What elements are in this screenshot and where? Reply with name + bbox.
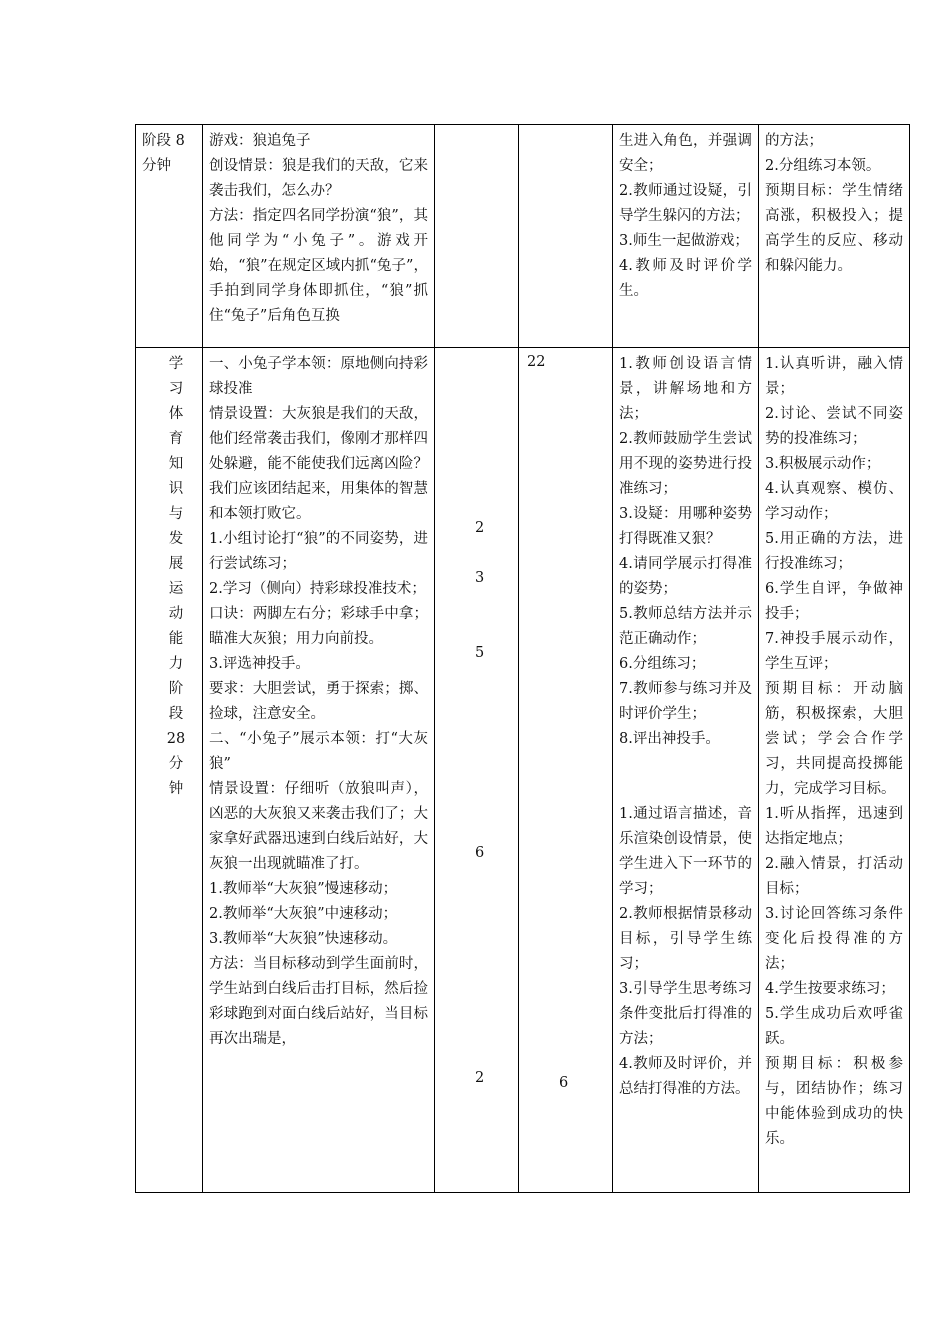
student-activity-cell <box>759 125 910 348</box>
stage-cell <box>136 348 203 1193</box>
time-cell <box>435 348 519 1193</box>
stage-char: 学 <box>168 356 184 372</box>
count-value: 6 <box>559 1075 569 1091</box>
teacher-line: 6.分组练习； <box>619 656 706 672</box>
student-line: 3.讨论回答练习条件变化后投得准的方法； <box>765 906 903 972</box>
stage-char: 展 <box>168 556 184 572</box>
content-line: 方法：当目标移动到学生面前时，学生站到白线后击打目标，然后捡彩球跑到对面白线后站好，当目标再次出瑞是， <box>209 956 428 1047</box>
content-cell <box>203 125 435 348</box>
teacher-activity-cell <box>613 125 759 348</box>
table-row <box>136 125 910 348</box>
student-line: 预期目标：学生情绪高涨，积极投入；提高学生的反应、移动和躲闪能力。 <box>765 183 903 274</box>
student-line: 预期目标：开动脑筋，积极探索，大胆尝试；学会合作学习，共同提高投掷能力，完成学习目标。 <box>765 681 903 797</box>
teacher-line: 3.引导学生思考练习条件变批后打得准的方法； <box>619 981 752 1047</box>
student-line: 5.学生成功后欢呼雀跃。 <box>765 1006 903 1047</box>
time-value: 2 <box>475 1070 485 1086</box>
teacher-line: 3.设疑：用哪种姿势打得既准又狠？ <box>619 506 752 547</box>
stage-char: 识 <box>168 481 184 497</box>
stage-char: 能 <box>168 631 184 647</box>
teacher-line: 4.教师及时评价学生。 <box>619 258 752 299</box>
student-line: 的方法； <box>765 133 823 149</box>
time-value: 6 <box>475 845 485 861</box>
stage-char: 知 <box>168 456 184 472</box>
content-line: 2.教师举“大灰狼”中速移动； <box>209 906 398 922</box>
student-line: 6.学生自评，争做神投手； <box>765 581 903 622</box>
student-line: 1.听从指挥，迅速到达指定地点； <box>765 806 903 847</box>
stage-char: 运 <box>168 581 184 597</box>
count-cell <box>519 348 613 1193</box>
stage-char: 阶 <box>168 681 184 697</box>
content-line: 二、“小兔子”展示本领：打“大灰狼” <box>209 731 428 772</box>
student-line: 2.讨论、尝试不同姿势的投准练习； <box>765 406 903 447</box>
content-line: 一、小兔子学本领：原地侧向持彩球投准 <box>209 356 428 397</box>
content-line: 3.评选神投手。 <box>209 656 310 672</box>
content-line: 2.学习（侧向）持彩球投准技术； <box>209 581 426 597</box>
stage-cell <box>136 125 203 348</box>
stage-char: 发 <box>168 531 184 547</box>
content-line: 情景设置：仔细听（放狼叫声），凶恶的大灰狼又来袭击我们了；大家拿好武器迅速到白线后站好，大灰狼一出现就瞄准了打。 <box>209 781 428 872</box>
stage-char: 体 <box>168 406 184 422</box>
stage-char: 力 <box>168 656 184 672</box>
teacher-line: 4.教师及时评价，并总结打得准的方法。 <box>619 1056 752 1097</box>
student-line: 4.学生按要求练习； <box>765 981 895 997</box>
stage-char: 28 <box>166 731 186 747</box>
content-line: 1.教师举“大灰狼”慢速移动； <box>209 881 398 897</box>
content-line: 1.小组讨论打“狼”的不同姿势，进行尝试练习； <box>209 531 428 572</box>
teacher-line: 7.教师参与练习并及时评价学生； <box>619 681 752 722</box>
student-activity-cell <box>759 348 910 1193</box>
teacher-line: 1.教师创设语言情景，讲解场地和方法； <box>619 356 752 422</box>
student-line: 4.认真观察、模仿、学习动作； <box>765 481 903 522</box>
stage-char: 段 <box>168 706 184 722</box>
stage-label: 阶段 8 分钟 <box>142 133 185 174</box>
time-value: 2 <box>475 520 485 536</box>
content-cell <box>203 348 435 1193</box>
content-line: 创设情景：狼是我们的天敌，它来袭击我们，怎么办？ <box>209 158 428 199</box>
time-value: 5 <box>475 645 485 661</box>
teacher-line: 生进入角色，并强调安全； <box>619 133 752 174</box>
teacher-line: 1.通过语言描述，音乐渲染创设情景，使学生进入下一环节的学习； <box>619 806 752 897</box>
lesson-plan-table <box>135 124 910 1193</box>
time-value: 3 <box>475 570 485 586</box>
table-row <box>136 348 910 1193</box>
teacher-line: 2.教师根据情景移动目标，引导学生练习； <box>619 906 752 972</box>
content-line: 要求：大胆尝试，勇于探索；掷、捡球，注意安全。 <box>209 681 428 722</box>
student-line: 2.融入情景，打活动目标； <box>765 856 903 897</box>
stage-char: 分 <box>168 756 184 772</box>
stage-char: 习 <box>168 381 184 397</box>
teacher-activity-cell <box>613 348 759 1193</box>
content-line: 3.教师举“大灰狼”快速移动。 <box>209 931 398 947</box>
stage-char: 动 <box>168 606 184 622</box>
stage-char: 与 <box>168 506 184 522</box>
content-line: 口诀：两脚左右分；彩球手中拿；瞄准大灰狼；用力向前投。 <box>209 606 428 647</box>
count-value: 22 <box>527 354 546 370</box>
teacher-line: 8.评出神投手。 <box>619 731 720 747</box>
student-line: 7.神投手展示动作，学生互评； <box>765 631 903 672</box>
student-line: 3.积极展示动作； <box>765 456 881 472</box>
count-cell <box>519 125 613 348</box>
student-line: 2.分组练习本领。 <box>765 158 881 174</box>
content-line: 情景设置：大灰狼是我们的天敌，他们经常袭击我们，像刚才那样四处躲避，能不能使我们远离凶险？我们应该团结起来，用集体的智慧和本领打败它。 <box>209 406 428 522</box>
teacher-line: 2.教师鼓励学生尝试用不现的姿势进行投准练习； <box>619 431 752 497</box>
stage-char: 育 <box>168 431 184 447</box>
student-line: 1.认真听讲，融入情景； <box>765 356 903 397</box>
spacer <box>619 752 752 802</box>
content-line: 方法：指定四名同学扮演“狼”，其他同学为“小兔子”。游戏开始，“狼”在规定区域内抓“兔子”，手拍到同学身体即抓住，“狼”抓住“兔子”后角色互换 <box>209 208 428 324</box>
teacher-line: 2.教师通过设疑，引导学生躲闪的方法； <box>619 183 752 224</box>
content-line: 游戏：狼追兔子 <box>209 133 311 149</box>
time-cell <box>435 125 519 348</box>
teacher-line: 4.请同学展示打得准的姿势； <box>619 556 752 597</box>
student-line: 5.用正确的方法，进行投准练习； <box>765 531 903 572</box>
stage-char: 钟 <box>168 781 184 797</box>
teacher-line: 3.师生一起做游戏； <box>619 233 749 249</box>
student-line: 预期目标：积极参与，团结协作；练习中能体验到成功的快乐。 <box>765 1056 903 1147</box>
teacher-line: 5.教师总结方法并示范正确动作； <box>619 606 752 647</box>
